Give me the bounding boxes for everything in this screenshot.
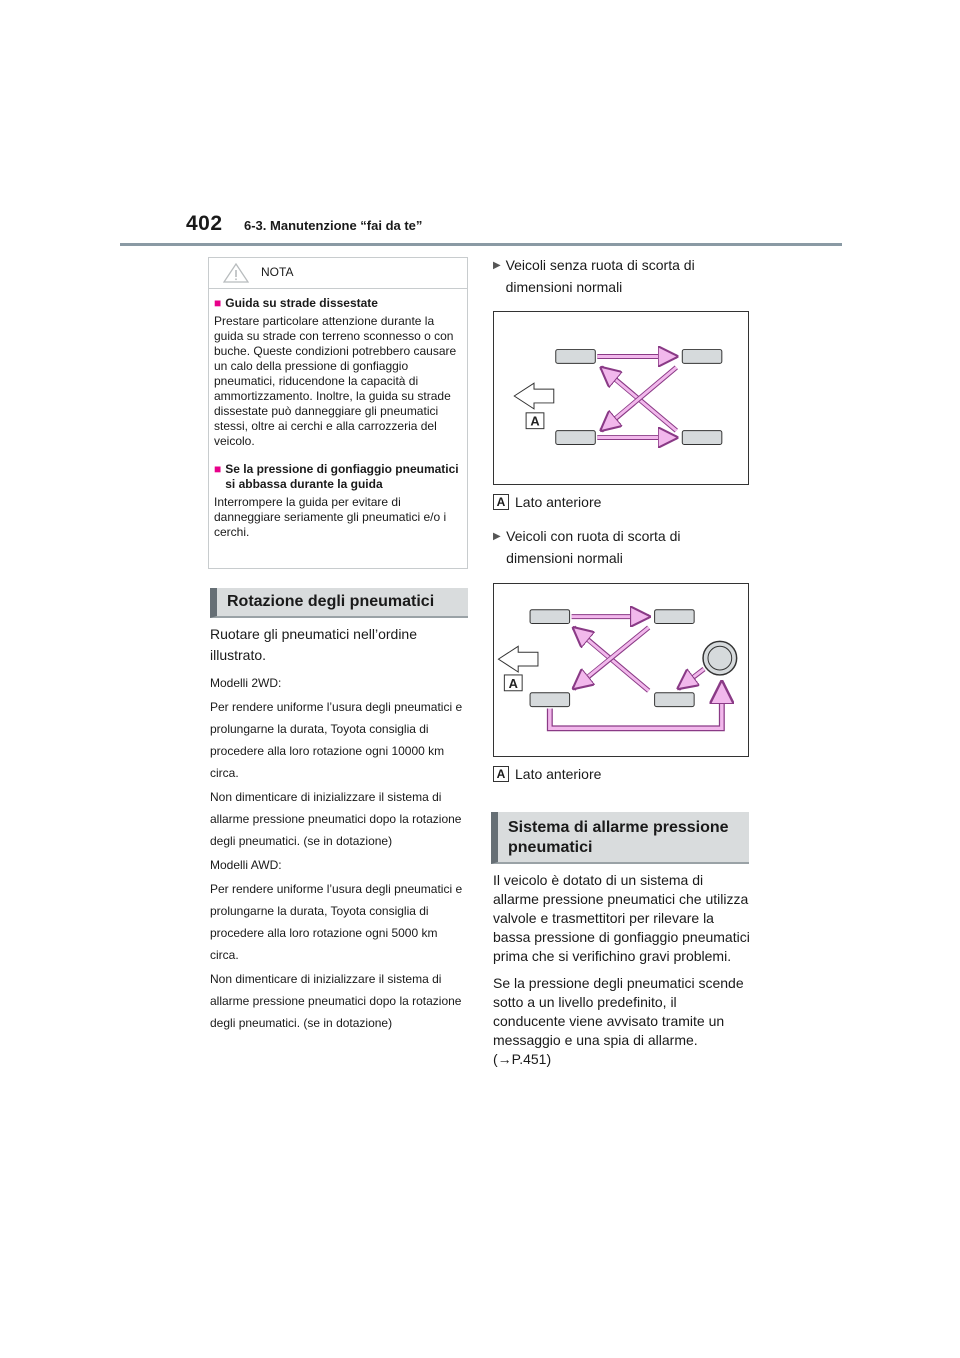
note-header bbox=[209, 258, 467, 289]
paragraph: Modelli AWD: bbox=[210, 858, 282, 872]
badge-a: A bbox=[493, 766, 509, 782]
fig2-bullet: ▶ Veicoli con ruota di scorta di dimensioni normali bbox=[493, 525, 749, 569]
note-box bbox=[208, 257, 468, 569]
square-bullet-icon: ■ bbox=[214, 296, 222, 310]
tire-rear-right bbox=[655, 693, 695, 707]
callout-text: Lato anteriore bbox=[515, 494, 602, 510]
section-title: 6-3. Manutenzione “fai da te” bbox=[244, 218, 423, 233]
tire-front-left bbox=[530, 610, 570, 624]
rotation-diagram-with-spare bbox=[493, 583, 749, 757]
front-direction-arrow-icon bbox=[498, 646, 538, 672]
note-paragraph: Prestare particolare attenzione durante la guida su strade con terreno sconnesso o con buche. Queste condizioni potrebbero causare un calo della pressione di gonfiaggio pneumatici, riducendone la capacità di ammortizzamento. Inoltre, la guida su strade dissestate può danneggiare gli pneumatici stessi, oltre ai cerchi e alla carrozzeria del veicolo. bbox=[214, 314, 457, 448]
tire-rear-left bbox=[556, 431, 596, 445]
badge-a: A bbox=[508, 675, 518, 691]
paragraph: Per rendere uniforme l’usura degli pneumatici e prolungarne la durata, Toyota consiglia di procedere alla loro rotazione ogni 10000 km circa. bbox=[210, 700, 463, 780]
rotation-lead: Ruotare gli pneumatici nell’ordine illustrato. bbox=[210, 626, 418, 663]
square-bullet-icon: ■ bbox=[214, 462, 222, 476]
rotation-body bbox=[210, 624, 468, 1034]
triangle-bullet-icon: ▶ bbox=[493, 260, 501, 271]
fig1-callout bbox=[493, 494, 601, 510]
note-subheading: ■ Se la pressione di gonfiaggio pneumatici si abbassa durante la guida bbox=[214, 462, 459, 491]
paragraph: Se la pressione degli pneumatici scende sotto a un livello predefinito, il conducente viene avvisato tramite un messaggio e una spia di allarme. bbox=[493, 975, 744, 1048]
badge-a: A bbox=[493, 494, 509, 510]
triangle-bullet-icon: ▶ bbox=[493, 531, 501, 542]
paragraph: Il veicolo è dotato di un sistema di allarme pressione pneumatici che utilizza valvole e trasmettitori per rilevare la bassa pressione di gonfiaggio pneumatici prima che si verifichino gravi problemi. bbox=[493, 872, 750, 964]
tire-rear-left bbox=[530, 693, 570, 707]
header-divider bbox=[120, 243, 842, 246]
fig1-bullet: ▶ Veicoli senza ruota di scorta di dimensioni normali bbox=[493, 254, 749, 298]
note-label: NOTA bbox=[261, 265, 294, 279]
note-subheading: ■ Guida su strade dissestate bbox=[214, 296, 378, 310]
rotation-heading: Rotazione degli pneumatici bbox=[210, 588, 468, 618]
paragraph: Per rendere uniforme l’usura degli pneumatici e prolungarne la durata, Toyota consiglia di procedere alla loro rotazione ogni 5000 km circa. bbox=[210, 882, 463, 962]
rotation-diagram-without-spare bbox=[493, 311, 749, 485]
callout-text: Lato anteriore bbox=[515, 766, 602, 782]
page-reference-link[interactable]: (→P.451) bbox=[493, 1051, 552, 1067]
front-direction-arrow-icon bbox=[514, 383, 554, 409]
fig2-callout bbox=[493, 766, 601, 782]
tpms-body bbox=[493, 871, 751, 1077]
paragraph: Non dimenticare di inizializzare il sistema di allarme pressione pneumatici dopo la rotazione degli pneumatici. (se in dotazione) bbox=[210, 790, 462, 848]
note-paragraph: Interrompere la guida per evitare di danneggiare seriamente gli pneumatici e/o i cerchi. bbox=[214, 495, 447, 539]
warning-icon bbox=[223, 263, 249, 283]
tire-rear-right bbox=[682, 431, 722, 445]
badge-a: A bbox=[530, 413, 540, 429]
paragraph: Modelli 2WD: bbox=[210, 676, 282, 690]
paragraph: Non dimenticare di inizializzare il sistema di allarme pressione pneumatici dopo la rotazione degli pneumatici. (se in dotazione) bbox=[210, 972, 462, 1030]
tpms-heading: Sistema di allarme pressione pneumatici bbox=[491, 812, 749, 864]
tire-front-right bbox=[655, 610, 695, 624]
tire-front-right bbox=[682, 350, 722, 364]
tire-front-left bbox=[556, 350, 596, 364]
page-number: 402 bbox=[186, 212, 223, 235]
